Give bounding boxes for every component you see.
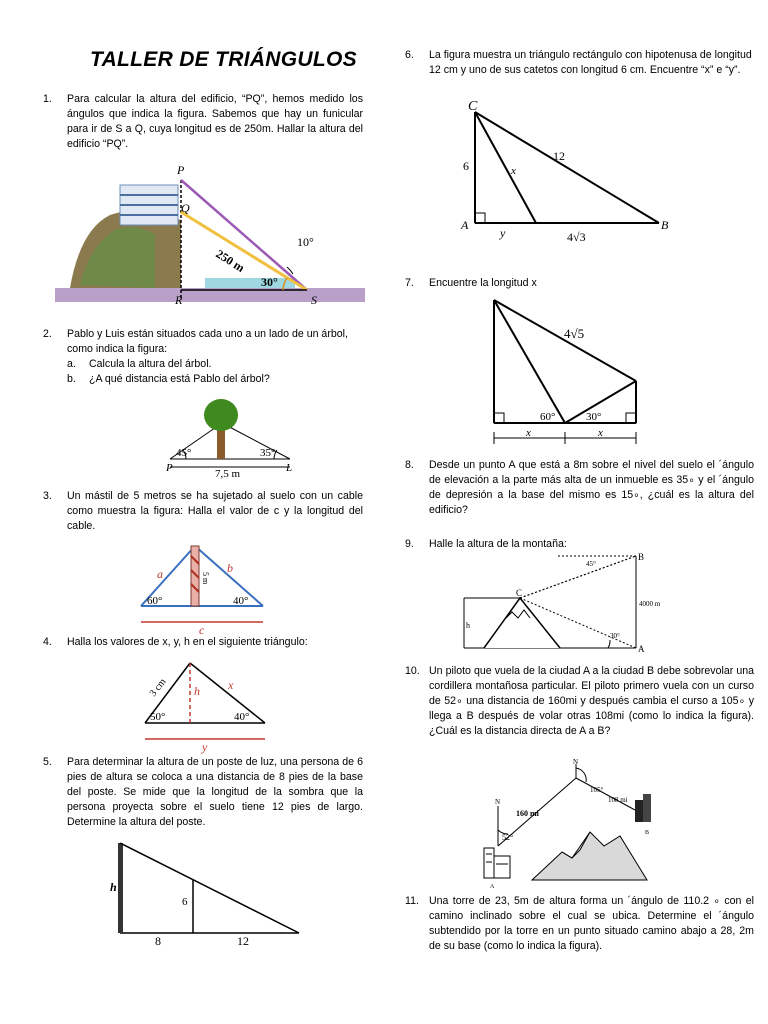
label-y: y: [202, 740, 208, 754]
label-4sqrt5: 4√5: [564, 326, 585, 341]
problem-text: Encuentre la longitud x: [429, 277, 537, 289]
problem-number: 10.: [405, 665, 420, 677]
label-a: A: [638, 644, 645, 654]
label-b: B: [645, 830, 650, 836]
label-30deg: 30°: [586, 411, 602, 423]
problem-number: 3.: [43, 490, 52, 502]
problem-number: 7.: [405, 277, 414, 289]
label-h: h: [466, 621, 470, 630]
figure-triangle-xyh: [140, 655, 275, 753]
problem-1: [43, 92, 363, 152]
sub-item-a: a. Calcula la altura del árbol.: [67, 358, 212, 370]
problem-text: Un piloto que vuela de la ciudad A a la ciudad B debe sobrevolar una cordillera montañosa particular. El piloto primero vuela con un curso de 52∘ una distancia de 160mi y después cambia el curso a 105∘ y llega a B después de volar otras 108mi (como lo indica la figura). ¿Cuál es la distancia directa de A a B?: [429, 665, 754, 737]
figure-right-triangle-cab: [455, 96, 675, 246]
figure-pilot-route: [472, 760, 672, 890]
label-x: x: [511, 165, 516, 177]
label-s: S: [311, 293, 317, 307]
label-12: 12: [237, 934, 249, 948]
label-4000m: 4000 m: [639, 600, 661, 608]
label-60deg: 60°: [147, 595, 163, 607]
label-5m: 5 m: [201, 572, 210, 585]
problem-number: 8.: [405, 459, 414, 471]
label-y: y: [500, 226, 506, 240]
label-pablo: P: [166, 462, 173, 474]
problem-text: Una torre de 23, 5m de altura forma un ´ángulo de 110.2 ∘ con el camino inclinado sobre el cual se ubica. Determine el ´ángulo subtendido por la torre en un punto situado camino abajo a 28, 2m de su base (como lo indica la figura).: [429, 895, 754, 952]
label-45deg: 45°: [176, 447, 192, 459]
label-q: Q: [181, 201, 190, 215]
label-person-height: 6: [182, 896, 188, 908]
label-30deg: 30°: [610, 632, 620, 640]
label-h: h: [110, 880, 117, 894]
problem-number: 6.: [405, 49, 414, 61]
label-c: c: [199, 623, 205, 637]
label-x1: x: [526, 427, 531, 439]
problem-number: 4.: [43, 636, 52, 648]
problem-text: Desde un punto A que está a 8m sobre el nivel del suelo el ´ángulo de elevación a la parte más alta de un inmueble es 35∘ y el ´ángulo de depresión a la base del mismo es 15∘, ¿cuál es la altura del edificio?: [429, 459, 754, 516]
label-35deg: 35°: [260, 447, 276, 459]
problem-5: [43, 755, 363, 830]
problem-11: [405, 894, 754, 954]
problem-text: La figura muestra un triángulo rectángulo con hipotenusa de longitud 12 cm y uno de sus catetos con longitud 6 cm. Encuentre “x” e “y”.: [429, 49, 752, 76]
label-a: A: [461, 218, 469, 232]
label-c: C: [468, 99, 478, 114]
label-50deg: 50°: [150, 711, 166, 723]
figure-two-triangles-x: [488, 292, 643, 447]
label-b: B: [638, 552, 645, 562]
label-a: a: [157, 567, 163, 581]
label-40deg: 40°: [234, 711, 250, 723]
label-12: 12: [553, 149, 565, 163]
problem-6: [405, 48, 754, 78]
problem-2: [43, 327, 363, 387]
label-60deg: 60°: [540, 411, 556, 423]
label-30deg: 30°: [261, 275, 278, 289]
problem-text: Halle la altura de la montaña:: [429, 538, 567, 550]
label-x: x: [228, 678, 234, 692]
label-luis: L: [286, 462, 293, 474]
problem-text: Un mástil de 5 metros se ha sujetado al suelo con un cable como muestra la figura: Halla el valor de c y la longitud del cable.: [67, 490, 363, 532]
label-c: C: [516, 588, 523, 598]
label-45deg: 45°: [586, 560, 596, 568]
label-a: A: [490, 884, 495, 890]
problem-7: [405, 276, 754, 291]
problem-text: Para calcular la altura del edificio, “PQ”, hemos medido los ángulos que indica la figura. Sabemos que hay un funicular para ir de S a Q, cuya longitud es de 250m. Hallar la altura del edificio “PQ”.: [67, 93, 363, 150]
label-b: b: [227, 561, 233, 575]
problem-4: [43, 635, 363, 650]
label-p: P: [177, 163, 185, 177]
figure-building-funicular: [55, 160, 365, 310]
problem-number: 2.: [43, 328, 52, 340]
label-b: B: [661, 218, 669, 232]
label-n1: N: [495, 798, 501, 806]
label-r: R: [175, 293, 183, 307]
page-title: TALLER DE TRIÁNGULOS: [90, 48, 357, 71]
label-108mi: 108 mi: [608, 796, 628, 804]
label-n2: N: [573, 758, 579, 766]
problem-number: 11.: [405, 895, 419, 907]
label-3cm: 3 cm: [147, 676, 169, 699]
label-105deg: 105°: [590, 786, 604, 794]
figure-lamppost: [105, 835, 305, 950]
label-distance: 7,5 m: [215, 468, 241, 480]
label-250m: 250 m: [213, 246, 248, 275]
label-6: 6: [463, 159, 469, 173]
problem-text: Halla los valores de x, y, h en el siguiente triángulo:: [67, 636, 308, 648]
problem-10: [405, 664, 754, 739]
label-160mi: 160 mi: [516, 809, 539, 818]
figure-tree: [160, 393, 300, 480]
problem-3: [43, 489, 363, 534]
label-4sqrt3: 4√3: [567, 230, 586, 244]
sub-item-b: b. ¿A qué distancia está Pablo del árbol?: [67, 373, 270, 385]
problem-8: [405, 458, 754, 518]
problem-text: Pablo y Luis están situados cada uno a un lado de un árbol, como indica la figura:: [67, 328, 348, 355]
problem-number: 1.: [43, 93, 52, 105]
figure-mountain: [458, 550, 673, 655]
label-10deg: 10°: [297, 235, 314, 249]
label-52deg: 52°: [502, 833, 514, 842]
problem-number: 5.: [43, 756, 52, 768]
problem-number: 9.: [405, 538, 414, 550]
label-8: 8: [155, 934, 161, 948]
label-x2: x: [598, 427, 603, 439]
figure-mast: [135, 542, 275, 637]
problem-text: Para determinar la altura de un poste de luz, una persona de 6 pies de altura se coloca a una distancia de 8 pies de la base del poste. Se mide que la longitud de la sombra que la persona proyecta sobre el suelo tiene 12 pies de largo. Determine la altura del poste.: [67, 756, 363, 828]
label-40deg: 40°: [233, 595, 249, 607]
label-h: h: [194, 684, 200, 698]
